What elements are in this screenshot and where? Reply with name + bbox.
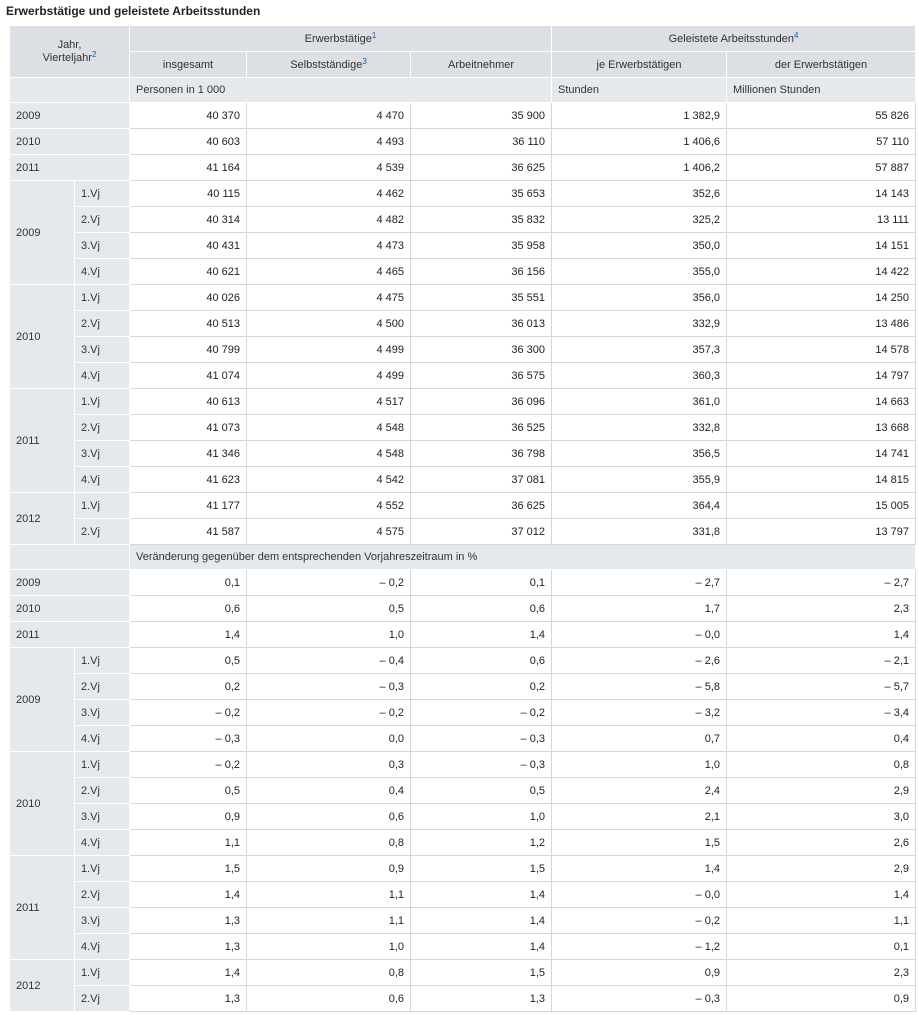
col-selbst-label: Selbstständige xyxy=(290,58,363,71)
value-cell: 35 551 xyxy=(411,285,552,311)
value-cell: 1,4 xyxy=(727,882,916,908)
value-cell: 4 517 xyxy=(247,389,411,415)
value-cell: – 5,7 xyxy=(727,674,916,700)
value-cell: 41 346 xyxy=(130,441,247,467)
value-cell: 0,4 xyxy=(247,778,411,804)
value-cell: 1,0 xyxy=(247,622,411,648)
value-cell: 0,1 xyxy=(727,934,916,960)
value-cell: 0,0 xyxy=(247,726,411,752)
value-cell: 40 314 xyxy=(130,207,247,233)
value-cell: 331,8 xyxy=(552,519,727,545)
table-row xyxy=(10,700,916,726)
table-row xyxy=(10,778,916,804)
value-cell: 57 887 xyxy=(727,155,916,181)
corner-header xyxy=(10,26,130,78)
value-cell: 36 156 xyxy=(411,259,552,285)
quarter-cell: 1.Vj xyxy=(75,389,130,415)
value-cell: 40 115 xyxy=(130,181,247,207)
value-cell: 0,3 xyxy=(247,752,411,778)
value-cell: 364,4 xyxy=(552,493,727,519)
value-cell: 14 815 xyxy=(727,467,916,493)
unit-row xyxy=(10,545,916,570)
value-cell: 14 797 xyxy=(727,363,916,389)
value-cell: 4 493 xyxy=(247,129,411,155)
value-cell: – 0,2 xyxy=(552,908,727,934)
value-cell: 0,4 xyxy=(727,726,916,752)
table-row xyxy=(10,648,916,674)
footnote-3[interactable]: 3 xyxy=(362,56,367,66)
value-cell: 36 625 xyxy=(411,493,552,519)
value-cell: 57 110 xyxy=(727,129,916,155)
quarter-cell: 1.Vj xyxy=(75,181,130,207)
year-cell: 2009 xyxy=(10,570,130,596)
value-cell: 36 110 xyxy=(411,129,552,155)
value-cell: 352,6 xyxy=(552,181,727,207)
quarter-cell: 2.Vj xyxy=(75,882,130,908)
value-cell: 14 578 xyxy=(727,337,916,363)
table-row xyxy=(10,389,916,415)
value-cell: 1 406,6 xyxy=(552,129,727,155)
value-cell: 35 832 xyxy=(411,207,552,233)
table-row xyxy=(10,622,916,648)
value-cell: 350,0 xyxy=(552,233,727,259)
table-row xyxy=(10,129,916,155)
value-cell: 4 499 xyxy=(247,337,411,363)
footnote-1[interactable]: 1 xyxy=(371,30,377,40)
col-der-erwerbstaetigen: der Erwerbstätigen xyxy=(727,52,916,78)
value-cell: 41 587 xyxy=(130,519,247,545)
value-cell: 356,5 xyxy=(552,441,727,467)
quarter-cell: 2.Vj xyxy=(75,778,130,804)
col-arbeitnehmer: Arbeitnehmer xyxy=(411,52,552,78)
value-cell: 325,2 xyxy=(552,207,727,233)
value-cell: 4 548 xyxy=(247,441,411,467)
value-cell: 0,2 xyxy=(411,674,552,700)
quarter-cell: 1.Vj xyxy=(75,493,130,519)
quarter-cell: 3.Vj xyxy=(75,441,130,467)
value-cell: 1 382,9 xyxy=(552,103,727,129)
quarter-cell: 3.Vj xyxy=(75,908,130,934)
value-cell: 4 575 xyxy=(247,519,411,545)
value-cell: 40 513 xyxy=(130,311,247,337)
value-cell: 3,0 xyxy=(727,804,916,830)
value-cell: 0,9 xyxy=(247,856,411,882)
value-cell: 1,1 xyxy=(247,908,411,934)
quarter-cell: 3.Vj xyxy=(75,804,130,830)
table-row xyxy=(10,259,916,285)
table-row xyxy=(10,363,916,389)
value-cell: 1,4 xyxy=(130,622,247,648)
value-cell: 40 026 xyxy=(130,285,247,311)
value-cell: 36 525 xyxy=(411,415,552,441)
col-insgesamt: insgesamt xyxy=(130,52,247,78)
value-cell: 4 462 xyxy=(247,181,411,207)
value-cell: 0,1 xyxy=(411,570,552,596)
unit-change-percent: Veränderung gegenüber dem entsprechenden Vorjahreszeitraum in % xyxy=(130,545,916,570)
value-cell: 2,4 xyxy=(552,778,727,804)
value-cell: – 0,3 xyxy=(130,726,247,752)
value-cell: 332,9 xyxy=(552,311,727,337)
year-group-cell: 2010 xyxy=(10,752,75,856)
table-row xyxy=(10,467,916,493)
quarter-cell: 2.Vj xyxy=(75,674,130,700)
value-cell: 35 958 xyxy=(411,233,552,259)
year-cell: 2010 xyxy=(10,596,130,622)
value-cell: 1,0 xyxy=(247,934,411,960)
table-row xyxy=(10,960,916,986)
value-cell: 357,3 xyxy=(552,337,727,363)
value-cell: 4 542 xyxy=(247,467,411,493)
value-cell: 14 422 xyxy=(727,259,916,285)
footnote-2[interactable]: 2 xyxy=(91,49,97,59)
quarter-cell: 3.Vj xyxy=(75,233,130,259)
value-cell: 0,8 xyxy=(727,752,916,778)
value-cell: 14 151 xyxy=(727,233,916,259)
value-cell: 1 406,2 xyxy=(552,155,727,181)
value-cell: 0,5 xyxy=(411,778,552,804)
value-cell: 0,5 xyxy=(247,596,411,622)
table-row xyxy=(10,285,916,311)
value-cell: 35 653 xyxy=(411,181,552,207)
unit-blank xyxy=(10,545,130,570)
table-row xyxy=(10,311,916,337)
value-cell: – 0,3 xyxy=(411,726,552,752)
value-cell: 36 798 xyxy=(411,441,552,467)
value-cell: 1,4 xyxy=(411,934,552,960)
value-cell: 1,5 xyxy=(411,960,552,986)
table-row xyxy=(10,804,916,830)
year-group-cell: 2009 xyxy=(10,181,75,285)
value-cell: 2,9 xyxy=(727,856,916,882)
value-cell: 332,8 xyxy=(552,415,727,441)
value-cell: 36 096 xyxy=(411,389,552,415)
quarter-cell: 4.Vj xyxy=(75,830,130,856)
value-cell: 1,3 xyxy=(130,908,247,934)
value-cell: 13 111 xyxy=(727,207,916,233)
value-cell: – 0,3 xyxy=(552,986,727,1012)
table-row xyxy=(10,986,916,1012)
value-cell: – 2,7 xyxy=(727,570,916,596)
value-cell: 40 613 xyxy=(130,389,247,415)
quarter-cell: 1.Vj xyxy=(75,285,130,311)
quarter-cell: 3.Vj xyxy=(75,337,130,363)
quarter-cell: 1.Vj xyxy=(75,648,130,674)
value-cell: – 5,8 xyxy=(552,674,727,700)
quarter-cell: 4.Vj xyxy=(75,259,130,285)
value-cell: 1,1 xyxy=(727,908,916,934)
value-cell: 0,9 xyxy=(130,804,247,830)
group2-label: Geleistete Arbeitsstunden xyxy=(668,32,794,45)
value-cell: 35 900 xyxy=(411,103,552,129)
year-cell: 2009 xyxy=(10,103,130,129)
quarter-cell: 1.Vj xyxy=(75,960,130,986)
year-cell: 2010 xyxy=(10,129,130,155)
value-cell: 55 826 xyxy=(727,103,916,129)
value-cell: 1,4 xyxy=(552,856,727,882)
table-title: Erwerbstätige und geleistete Arbeitsstunden xyxy=(6,4,261,18)
quarter-cell: 1.Vj xyxy=(75,856,130,882)
table-row xyxy=(10,493,916,519)
value-cell: – 0,3 xyxy=(247,674,411,700)
value-cell: 355,9 xyxy=(552,467,727,493)
quarter-cell: 2.Vj xyxy=(75,986,130,1012)
value-cell: 1,3 xyxy=(130,934,247,960)
value-cell: 4 482 xyxy=(247,207,411,233)
value-cell: 1,4 xyxy=(130,960,247,986)
quarter-cell: 2.Vj xyxy=(75,519,130,545)
value-cell: 0,8 xyxy=(247,830,411,856)
value-cell: 360,3 xyxy=(552,363,727,389)
value-cell: – 0,0 xyxy=(552,882,727,908)
value-cell: 355,0 xyxy=(552,259,727,285)
group-erwerbstaetige xyxy=(130,26,552,52)
value-cell: – 0,2 xyxy=(247,700,411,726)
value-cell: 40 370 xyxy=(130,103,247,129)
value-cell: 4 465 xyxy=(247,259,411,285)
value-cell: 36 300 xyxy=(411,337,552,363)
table-row xyxy=(10,207,916,233)
year-group-cell: 2012 xyxy=(10,493,75,545)
value-cell: 4 539 xyxy=(247,155,411,181)
table-row xyxy=(10,181,916,207)
value-cell: 0,5 xyxy=(130,648,247,674)
value-cell: 37 081 xyxy=(411,467,552,493)
table-row xyxy=(10,337,916,363)
value-cell: – 0,2 xyxy=(247,570,411,596)
value-cell: 36 575 xyxy=(411,363,552,389)
col-je-erwerbstaetigen: je Erwerbstätigen xyxy=(552,52,727,78)
group-arbeitsstunden xyxy=(552,26,916,52)
value-cell: – 0,4 xyxy=(247,648,411,674)
value-cell: 0,5 xyxy=(130,778,247,804)
table-row xyxy=(10,155,916,181)
value-cell: 1,0 xyxy=(411,804,552,830)
table-row xyxy=(10,441,916,467)
value-cell: 2,6 xyxy=(727,830,916,856)
value-cell: 2,3 xyxy=(727,596,916,622)
value-cell: – 1,2 xyxy=(552,934,727,960)
value-cell: 1,2 xyxy=(411,830,552,856)
value-cell: 14 663 xyxy=(727,389,916,415)
value-cell: 37 012 xyxy=(411,519,552,545)
footnote-4[interactable]: 4 xyxy=(793,30,799,40)
value-cell: – 0,2 xyxy=(130,700,247,726)
value-cell: 4 470 xyxy=(247,103,411,129)
table-row xyxy=(10,726,916,752)
table-row xyxy=(10,856,916,882)
value-cell: 15 005 xyxy=(727,493,916,519)
value-cell: 41 177 xyxy=(130,493,247,519)
value-cell: 36 625 xyxy=(411,155,552,181)
quarter-cell: 4.Vj xyxy=(75,726,130,752)
value-cell: – 0,3 xyxy=(411,752,552,778)
value-cell: 13 486 xyxy=(727,311,916,337)
value-cell: – 2,1 xyxy=(727,648,916,674)
year-group-cell: 2011 xyxy=(10,856,75,960)
table-row xyxy=(10,570,916,596)
value-cell: 0,1 xyxy=(130,570,247,596)
value-cell: – 3,4 xyxy=(727,700,916,726)
unit-row xyxy=(10,78,916,103)
value-cell: 2,3 xyxy=(727,960,916,986)
value-cell: 0,2 xyxy=(130,674,247,700)
value-cell: 1,1 xyxy=(247,882,411,908)
value-cell: 0,6 xyxy=(411,596,552,622)
value-cell: 1,4 xyxy=(411,908,552,934)
value-cell: 4 552 xyxy=(247,493,411,519)
value-cell: 14 741 xyxy=(727,441,916,467)
unit-million-hours: Millionen Stunden xyxy=(727,78,916,103)
value-cell: 356,0 xyxy=(552,285,727,311)
value-cell: 41 074 xyxy=(130,363,247,389)
value-cell: 0,7 xyxy=(552,726,727,752)
value-cell: 1,4 xyxy=(411,882,552,908)
value-cell: 40 431 xyxy=(130,233,247,259)
value-cell: – 0,0 xyxy=(552,622,727,648)
value-cell: 361,0 xyxy=(552,389,727,415)
table-row xyxy=(10,882,916,908)
value-cell: 1,1 xyxy=(130,830,247,856)
value-cell: 13 797 xyxy=(727,519,916,545)
value-cell: 2,1 xyxy=(552,804,727,830)
year-group-cell: 2011 xyxy=(10,389,75,493)
col-selbststaendige xyxy=(247,52,411,78)
quarter-cell: 1.Vj xyxy=(75,752,130,778)
quarter-cell: 2.Vj xyxy=(75,311,130,337)
value-cell: – 2,7 xyxy=(552,570,727,596)
corner-line2: Vierteljahr xyxy=(42,51,92,64)
value-cell: 41 073 xyxy=(130,415,247,441)
table-row xyxy=(10,934,916,960)
value-cell: 1,5 xyxy=(411,856,552,882)
quarter-cell: 3.Vj xyxy=(75,700,130,726)
value-cell: 1,3 xyxy=(411,986,552,1012)
value-cell: 14 250 xyxy=(727,285,916,311)
value-cell: 1,0 xyxy=(552,752,727,778)
year-group-cell: 2012 xyxy=(10,960,75,1012)
unit-persons: Personen in 1 000 xyxy=(130,78,552,103)
quarter-cell: 2.Vj xyxy=(75,207,130,233)
quarter-cell: 4.Vj xyxy=(75,363,130,389)
corner-line1: Jahr, xyxy=(57,38,82,51)
year-cell: 2011 xyxy=(10,155,130,181)
quarter-cell: 4.Vj xyxy=(75,467,130,493)
value-cell: – 3,2 xyxy=(552,700,727,726)
employment-table xyxy=(9,25,916,1012)
value-cell: 41 164 xyxy=(130,155,247,181)
value-cell: 0,6 xyxy=(247,986,411,1012)
value-cell: 4 499 xyxy=(247,363,411,389)
table-row xyxy=(10,752,916,778)
value-cell: 41 623 xyxy=(130,467,247,493)
value-cell: 0,9 xyxy=(727,986,916,1012)
table-row xyxy=(10,596,916,622)
value-cell: 40 603 xyxy=(130,129,247,155)
unit-blank xyxy=(10,78,130,103)
table-row xyxy=(10,908,916,934)
table-row xyxy=(10,674,916,700)
value-cell: – 0,2 xyxy=(411,700,552,726)
year-cell: 2011 xyxy=(10,622,130,648)
value-cell: 36 013 xyxy=(411,311,552,337)
value-cell: 4 475 xyxy=(247,285,411,311)
value-cell: 4 548 xyxy=(247,415,411,441)
value-cell: 1,5 xyxy=(130,856,247,882)
year-group-cell: 2010 xyxy=(10,285,75,389)
value-cell: 1,7 xyxy=(552,596,727,622)
value-cell: 1,4 xyxy=(130,882,247,908)
table-row xyxy=(10,519,916,545)
quarter-cell: 2.Vj xyxy=(75,415,130,441)
value-cell: 1,4 xyxy=(411,622,552,648)
value-cell: – 0,2 xyxy=(130,752,247,778)
unit-hours: Stunden xyxy=(552,78,727,103)
value-cell: 2,9 xyxy=(727,778,916,804)
value-cell: 13 668 xyxy=(727,415,916,441)
value-cell: 0,8 xyxy=(247,960,411,986)
value-cell: 14 143 xyxy=(727,181,916,207)
table-row xyxy=(10,830,916,856)
value-cell: 0,6 xyxy=(411,648,552,674)
group1-label: Erwerbstätige xyxy=(304,32,372,45)
value-cell: 0,9 xyxy=(552,960,727,986)
value-cell: 4 500 xyxy=(247,311,411,337)
value-cell: 1,5 xyxy=(552,830,727,856)
value-cell: 0,6 xyxy=(247,804,411,830)
table-row xyxy=(10,233,916,259)
value-cell: 1,4 xyxy=(727,622,916,648)
year-group-cell: 2009 xyxy=(10,648,75,752)
value-cell: 4 473 xyxy=(247,233,411,259)
value-cell: 40 621 xyxy=(130,259,247,285)
quarter-cell: 4.Vj xyxy=(75,934,130,960)
value-cell: 40 799 xyxy=(130,337,247,363)
value-cell: 1,3 xyxy=(130,986,247,1012)
table-row xyxy=(10,103,916,129)
table-row xyxy=(10,415,916,441)
value-cell: – 2,6 xyxy=(552,648,727,674)
value-cell: 0,6 xyxy=(130,596,247,622)
